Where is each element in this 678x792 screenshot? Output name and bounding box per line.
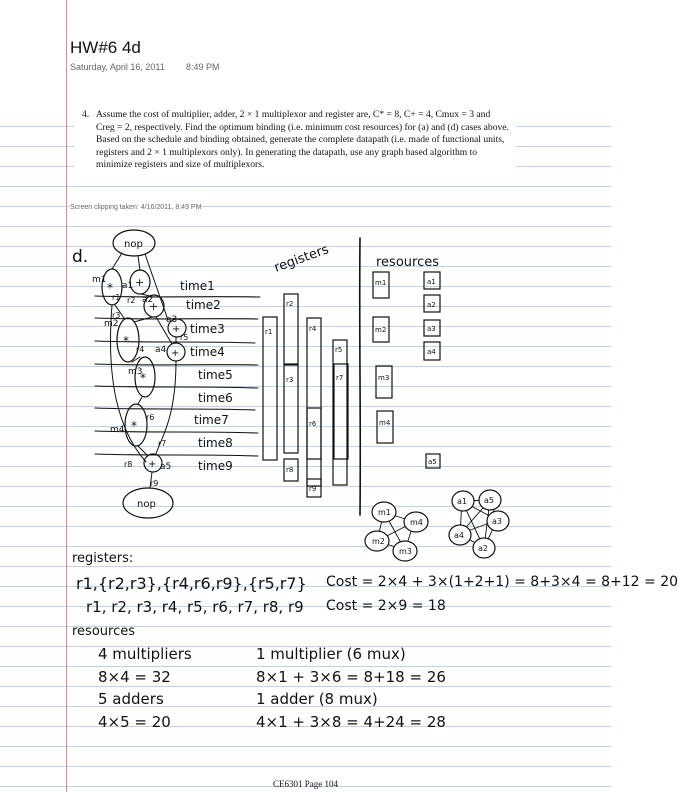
register-cost-grouped: Cost = 2×4 + 3×(1+2+1) = 8+3×4 = 8+12 = 20 xyxy=(326,574,678,590)
edge-label: r7 xyxy=(158,439,167,448)
edge-label: r8 xyxy=(124,460,133,469)
svg-text:*: * xyxy=(107,281,113,295)
resources-option-left: 5 adders xyxy=(98,690,164,708)
register-grouping: r1,{r2,r3},{r4,r6,r9},{r5,r7} xyxy=(76,574,307,593)
op-label: m4 xyxy=(110,425,125,435)
register-list: r1, r2, r3, r4, r5, r6, r7, r8, r9 xyxy=(86,598,304,616)
edge-label: r4 xyxy=(136,345,145,354)
resource-bar-label: m4 xyxy=(379,419,391,427)
svg-text:+: + xyxy=(171,348,180,359)
time-label: time1 xyxy=(180,279,215,293)
section-divider xyxy=(360,238,361,515)
compat-node-label: m1 xyxy=(378,508,391,517)
time-label: time2 xyxy=(186,298,221,312)
register-cost-separate: Cost = 2×9 = 18 xyxy=(326,598,446,614)
page-time: 8:49 PM xyxy=(186,62,220,72)
register-bar-r5 xyxy=(333,340,347,485)
resources-option-left: 4 multipliers xyxy=(98,645,192,663)
time-label: time3 xyxy=(190,322,225,336)
time-label: time7 xyxy=(194,413,229,427)
edge-label: r3 xyxy=(112,311,121,320)
compat-node-label: a4 xyxy=(454,531,464,540)
compat-node-label: m3 xyxy=(399,547,412,556)
time-label: time8 xyxy=(198,436,233,450)
svg-text:+: + xyxy=(148,459,157,470)
compat-node-label: m2 xyxy=(372,537,385,546)
resource-bar-m4 xyxy=(377,411,393,443)
op-label: m3 xyxy=(128,367,143,377)
sink-node-label: nop xyxy=(137,499,156,510)
resources-cost-right: 8×1 + 3×6 = 8+18 = 26 xyxy=(256,668,446,686)
op-label: m1 xyxy=(92,275,107,285)
registers-title: registers xyxy=(272,242,331,276)
registers-heading: registers: xyxy=(72,551,134,566)
resource-bar-label: m1 xyxy=(375,279,387,287)
register-bar-label: r8 xyxy=(286,466,294,474)
clipping-note: Screen clipping taken: 4/16/2011, 8:49 PM xyxy=(70,204,202,211)
register-bar-label: r7 xyxy=(336,374,344,382)
resources-cost-left: 8×4 = 32 xyxy=(98,668,171,686)
register-bar-label: r5 xyxy=(335,346,343,354)
compat-node-label: a1 xyxy=(457,497,467,506)
multiplier-compat-graph xyxy=(365,502,428,561)
resources-cost-left: 4×5 = 20 xyxy=(98,713,171,731)
svg-text:*: * xyxy=(140,371,146,385)
op-label: m2 xyxy=(104,319,119,329)
resource-bar-m3 xyxy=(376,366,392,398)
op-label: a4 xyxy=(155,345,167,355)
resource-bar-label: a1 xyxy=(427,278,436,286)
register-bar-r4 xyxy=(307,318,321,486)
time-label: time5 xyxy=(198,368,233,382)
resource-bar-label: m3 xyxy=(378,374,390,382)
resources-title: resources xyxy=(376,255,440,270)
time-label: time4 xyxy=(190,345,225,359)
compat-node-label: a5 xyxy=(484,496,494,505)
register-bar-label: r9 xyxy=(309,485,317,493)
edge-label: r1 xyxy=(112,293,121,302)
problem-text: Assume the cost of multiplier, adder, 2 × 1 multiplexor and register are, C* = 8, C+ = 4, Cmux = 3 and Creg = 2, respectively. Find the optimum binding (i.e. minimum cost resources) for (a) and (d) cases above. Based on the schedule and binding obtained, generate the complete datapath (i.e. made of functional units, registers and 2 × 1 multiplexors only). In generating the datapath, use any graph based algorithm to minimize registers and size of multiplexors. xyxy=(96,109,509,171)
register-bar-label: r1 xyxy=(265,328,273,336)
edge-label: r2 xyxy=(127,296,136,305)
register-lifetime-bars xyxy=(263,294,348,497)
resources-option-right: 1 adder (8 mux) xyxy=(256,690,378,708)
resources-option-right: 1 multiplier (6 mux) xyxy=(256,645,406,663)
part-label: d. xyxy=(72,247,89,267)
op-label: a3 xyxy=(166,315,178,325)
time-label: time6 xyxy=(198,391,233,405)
edge-label: r9 xyxy=(150,479,159,488)
page-date: Saturday, April 16, 2011 xyxy=(70,62,165,72)
source-node-label: nop xyxy=(124,239,143,250)
time-label: time9 xyxy=(198,459,233,473)
resource-bar-label: a2 xyxy=(427,301,436,309)
resource-bar-label: a4 xyxy=(427,348,436,356)
resource-bar-label: a5 xyxy=(428,458,437,466)
register-bar-label: r6 xyxy=(309,420,317,428)
resources-heading: resources xyxy=(72,624,136,639)
svg-text:*: * xyxy=(131,419,137,433)
svg-text:+: + xyxy=(149,300,159,313)
problem-number: 4. xyxy=(82,109,90,120)
register-bar-label: r3 xyxy=(286,376,294,384)
page-footer: CE6301 Page 104 xyxy=(273,779,338,789)
compat-node-label: a3 xyxy=(492,517,502,526)
register-bar-label: r2 xyxy=(286,300,294,308)
register-bar-r6 xyxy=(307,408,321,459)
edge-label: r6 xyxy=(146,413,155,422)
edge-label: r5 xyxy=(180,333,189,342)
resources-cost-right: 4×1 + 3×8 = 4+24 = 28 xyxy=(256,713,446,731)
svg-text:*: * xyxy=(123,334,129,348)
resource-bar-label: a3 xyxy=(427,325,436,333)
svg-text:+: + xyxy=(135,276,145,289)
op-label: a5 xyxy=(160,462,172,472)
register-bar-r1 xyxy=(263,317,277,460)
compat-node-label: a2 xyxy=(478,544,488,553)
svg-text:+: + xyxy=(172,324,181,335)
resource-bar-label: m2 xyxy=(375,326,387,334)
op-label: a2 xyxy=(142,295,154,305)
page-title: HW#6 4d xyxy=(70,38,141,57)
op-label: a1 xyxy=(122,281,134,291)
compat-node-label: m4 xyxy=(410,518,423,527)
register-bar-label: r4 xyxy=(309,325,317,333)
